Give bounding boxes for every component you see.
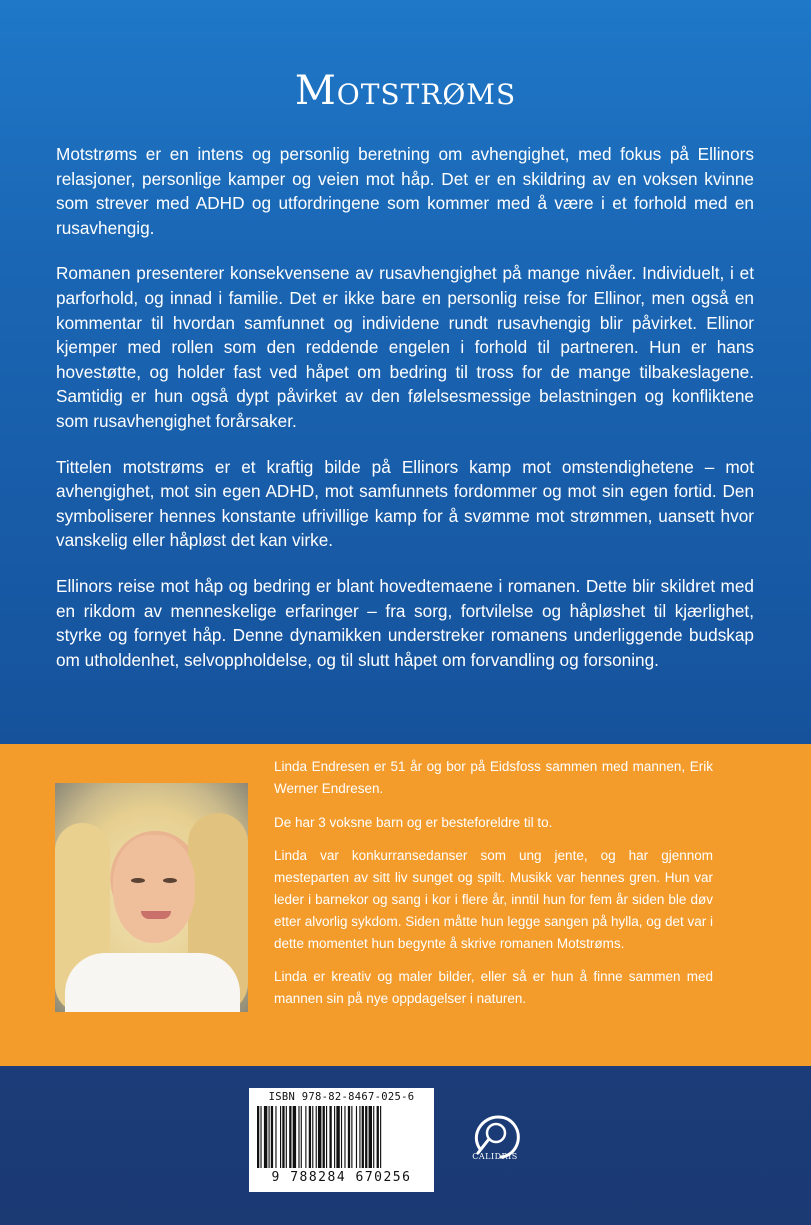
barcode-bar — [341, 1106, 342, 1168]
barcode-bar — [351, 1106, 352, 1168]
author-photo — [55, 783, 248, 1012]
barcode-bar — [286, 1106, 287, 1168]
barcode-bar — [305, 1106, 306, 1168]
barcode-bar — [282, 1106, 284, 1168]
barcode-bar — [359, 1106, 360, 1168]
publisher-logo-icon — [460, 1105, 530, 1175]
barcode-bar — [275, 1106, 276, 1168]
barcode-bar — [289, 1106, 291, 1168]
book-blurb — [56, 142, 754, 693]
barcode-bar — [316, 1106, 317, 1168]
blurb-paragraph: Romanen presenterer konsekvensene av rusavhengighet på mange nivåer. Individuelt, i et parforhold, og innad i familie. Det er ikke bare en personlig reise for Ellinor, men også en kommentar til hvordan samfunnet og individene rundt rusavhengig blir påvirket. Ellinor kjemper med rollen som den reddende engelen i forhold til partneren. Hun er hans hovestøtte, og holder fast ved håpet om bedring til tross for de mange tilbakeslagene. Samtidig er hun også dypt påvirket av den følelsesmessige belastningen og konfliktene som rusavhengighet forårsaker. — [56, 263, 754, 431]
barcode-bar — [362, 1106, 364, 1168]
barcode-bar — [269, 1106, 270, 1168]
barcode-bar — [377, 1106, 379, 1168]
author-paragraph: Linda var konkurransedanser som ung jente, og har gjennom mesteparten av sitt liv sunget og spilt. Musikk var hennes gren. Hun var leder i barnekor og sang i kor i flere år, inntil hun for fem år siden ble døv etter alvorlig sykdom. Siden måtte hun legge sangen på hylla, og det var i dette momentet hun begynte å skrive romanen Motstrøms. — [274, 848, 714, 951]
barcode-bar — [356, 1106, 357, 1168]
barcode-bar — [260, 1106, 261, 1168]
barcode-bar — [309, 1106, 311, 1168]
barcode-bar — [369, 1106, 372, 1168]
barcode-bar — [326, 1106, 327, 1168]
blurb-paragraph: Tittelen motstrøms er et kraftig bilde på Ellinors kamp mot omstendighetene – mot avhengighet, mot sin egen ADHD, mot samfunnets fordommer og mot sin egen fortid. Den symboliserer hennes konstante ufrivillige kamp for å svømme mot strømmen, uansett hvor vanskelig eller håpløst det kan virke. — [56, 456, 754, 551]
barcode-number: 9 788284 670256 — [271, 1170, 412, 1185]
barcode-bar — [348, 1106, 350, 1168]
barcode-bar — [298, 1106, 299, 1168]
barcode-bar — [373, 1106, 374, 1168]
barcode-bar — [318, 1106, 321, 1168]
barcode-bar — [271, 1106, 273, 1168]
barcode-bar — [334, 1106, 335, 1168]
blurb-paragraph: Ellinors reise mot håp og bedring er blant hovedtemaene i romanen. Dette blir skildret med en rikdom av menneskelige erfaringer – fra sorg, fortvilelse og håpløshet til kjærlighet, styrke og fornyet håp. Denne dynamikken understreker romanens underliggende budskap om utholdenhet, selvoppholdelse, og til slutt håpet om forvandling og forsoning. — [56, 575, 754, 670]
publisher-name: CALIDRIS — [472, 1152, 518, 1161]
barcode-bar — [336, 1106, 339, 1168]
barcode-bar — [329, 1106, 331, 1168]
author-paragraph: Linda Endresen er 51 år og bor på Eidsfoss sammen med mannen, Erik Werner Endresen. — [274, 759, 713, 796]
barcode-bar — [301, 1106, 302, 1168]
isbn-barcode — [249, 1088, 434, 1192]
barcode-bar — [344, 1106, 345, 1168]
isbn-label: ISBN 978-82-8467-025-6 — [268, 1091, 415, 1103]
barcode-bar — [280, 1106, 281, 1168]
author-paragraph: Linda er kreativ og maler bilder, eller så er hun å finne sammen med mannen sin på nye oppdagelser i naturen. — [274, 969, 713, 1007]
author-paragraph: De har 3 voksne barn og er besteforeldre til to. — [274, 814, 553, 830]
barcode-bar — [293, 1106, 296, 1168]
book-title: Motstrøms — [294, 68, 517, 114]
barcode-bar — [264, 1106, 267, 1168]
barcode-bar — [323, 1106, 325, 1168]
barcode-bar — [380, 1106, 381, 1168]
barcode-bar — [312, 1106, 313, 1168]
barcode-bar — [257, 1106, 259, 1168]
author-bio — [274, 756, 713, 1022]
blurb-paragraph: Motstrøms er en intens og personlig beretning om avhengighet, med fokus på Ellinors relasjoner, personlige kamper og veien mot håp. Det er en skildring av en voksen kvinne som strever med ADHD og utfordringene som kommer med å være i et forhold med en rusavhengig. — [56, 144, 754, 238]
barcode-bars — [257, 1106, 426, 1168]
barcode-bar — [365, 1106, 367, 1168]
